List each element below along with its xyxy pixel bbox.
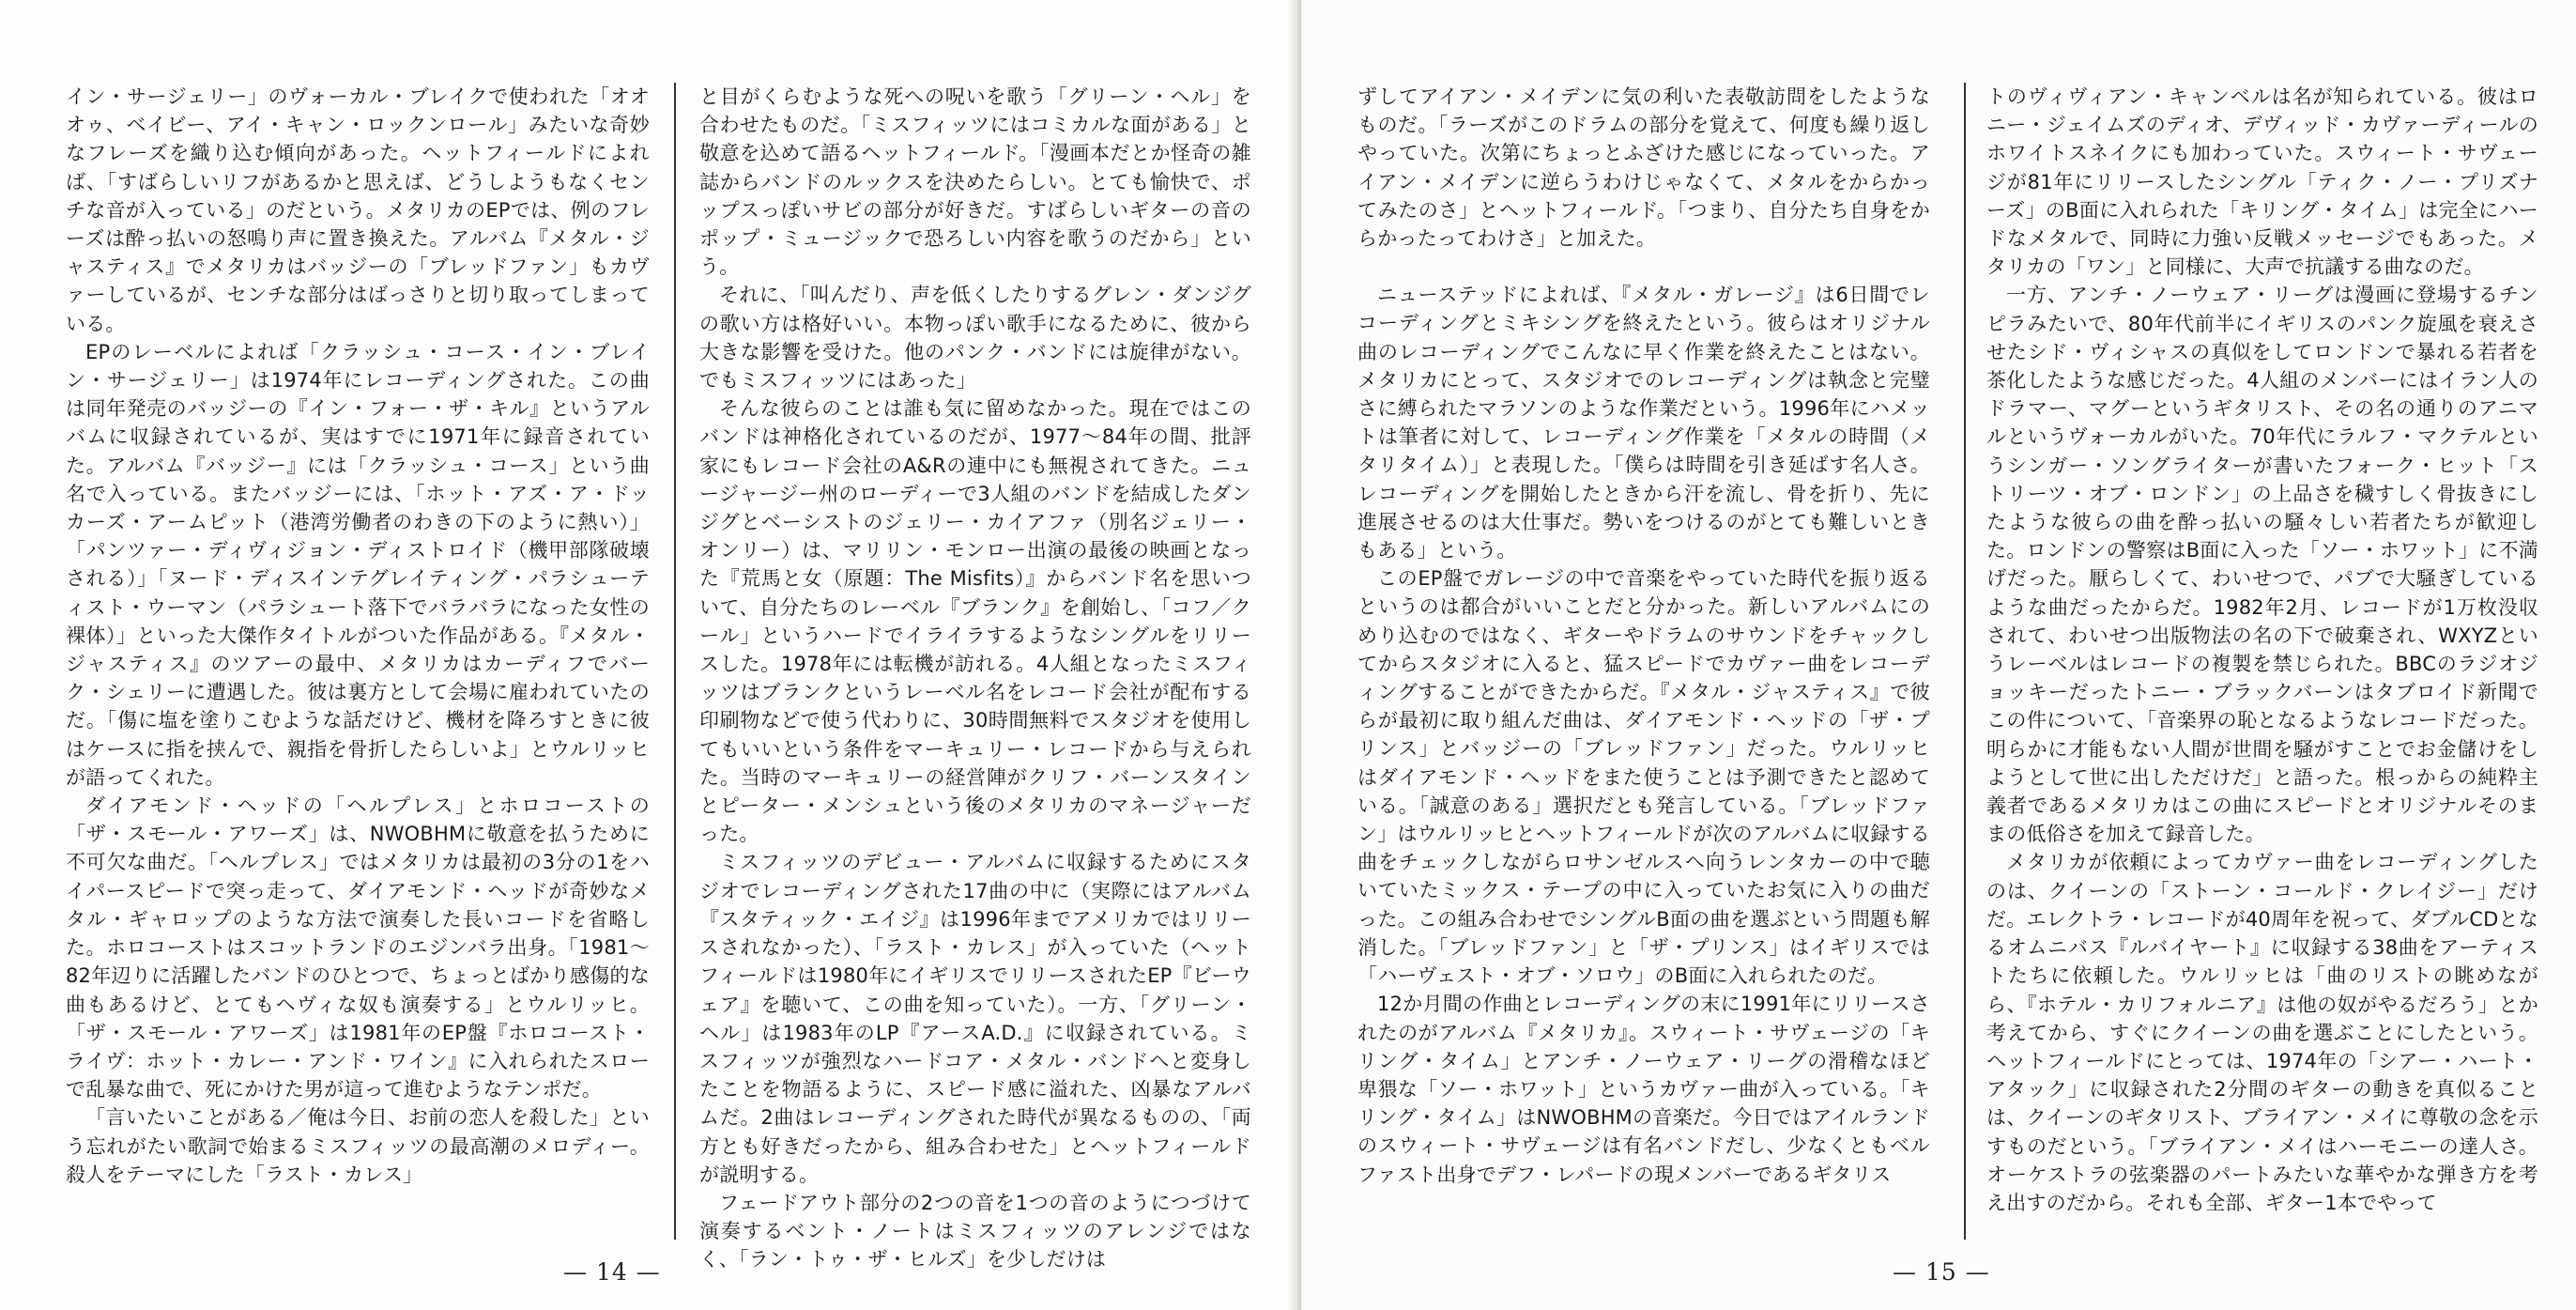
paragraph: 「言いたいことがある／俺は今日、お前の恋人を殺した」という忘れがたい歌詞で始まるミスフィッツの最高潮のメロディー。殺人をテーマにした「ラスト・カレス」 (66, 1106, 650, 1186)
right-page-column-2 (1986, 83, 2538, 1247)
paragraph: ミスフィッツのデビュー・アルバムに収録するためにスタジオでレコーディングされた17曲の中に（実際にはアルバム『スタティック・エイジ』は1996年までアメリカではリリースされなかった）、「ラスト・カレス」が入っていた（ヘットフィールドは1980年にイギリスでリリースされたEP『ビーウェア』を聴いて、この曲を知っていた）。一方、「グリーン・ヘル」は1983年のLP『アースA.D.』に収録されている。ミスフィッツが強烈なハードコア・メタル・バンドへと変身したことを物語るように、スピード感に溢れた、凶暴なアルバムだ。2曲はレコーディングされた時代が異なるものの、「両方とも好きだったから、組み合わせた」とヘットフィールドが説明する。 (699, 851, 1251, 1186)
paragraph: ダイアモンド・ヘッドの「ヘルプレス」とホロコーストの「ザ・スモール・アワーズ」は、NWOBHMに敬意を払うために不可欠な曲だ。「ヘルプレス」ではメタリカは最初の3分の1をハイパースピードで突っ走って、ダイアモンド・ヘッドが奇妙なメタル・ギャロップのような方法で演奏した長いコードを省略した。ホロコーストはスコットランドのエジンバラ出身。「1981～82年辺りに活躍したバンドのひとつで、ちょっとばかり感傷的な曲もあるけど、とてもヘヴィな奴も演奏する」とウルリッヒ。「ザ・スモール・アワーズ」は1981年のEP盤『ホロコースト・ライヴ：ホット・カレー・アンド・ワイン』に入れられたスローで乱暴な曲で、死にかけた男が這って進むようなテンポだ。 (66, 794, 650, 1102)
page-number: — 15 — (1893, 1258, 1990, 1286)
right-page (1301, 0, 2576, 1310)
paragraph: と目がくらむような死への呪いを歌う「グリーン・ヘル」を合わせたものだ。「ミスフィッツにはコミカルな面がある」と敬意を込めて語るヘットフィールド。「漫画本だとか怪奇の雑誌からバンドのルックスを決めたらしい。とても愉快で、ポップスっぽいサビの部分が好きだ。すばらしいギターの音のポップ・ミュージックで恐ろしい内容を歌うのだから」という。 (699, 85, 1251, 279)
paragraph: トのヴィヴィアン・キャンベルは名が知られている。彼はロニー・ジェイムズのディオ、デヴィッド・カヴァーディールのホワイトスネイクにも加わっていた。スウィート・サヴェージが81年にリリースしたシングル「ティク・ノー・プリズナーズ」のB面に入れられた「キリング・タイム」は完全にハードなメタルで、同時に力強い反戦メッセージでもあった。メタリカの「ワン」と同様に、大声で抗議する曲なのだ。 (1986, 85, 2538, 279)
paragraph: ニューステッドによれば、『メタル・ガレージ』は6日間でレコーディングとミキシングを終えたという。彼らはオリジナル曲のレコーディングでこんなに早く作業を終えたことはない。メタリカにとって、スタジオでのレコーディングは執念と完璧さに縛られたマラソンのような作業だという。1996年にハメットは筆者に対して、レコーディング作業を「メタルの時間（メタリタイム）」と表現した。「僕らは時間を引き延ばす名人さ。レコーディングを開始したときから汗を流し、骨を折り、先に進展させるのは大仕事だ。勢いをつけるのがとても難しいときもある」という。 (1357, 284, 1930, 563)
page-number: — 14 — (563, 1258, 661, 1286)
paragraph: EPのレーベルによれば「クラッシュ・コース・イン・ブレイン・サージェリー」は1974年にレコーディングされた。この曲は同年発売のバッジーの『イン・フォー・ザ・キル』というアルバムに収録されているが、実はすでに1971年に録音されていた。アルバム『バッジー』には「クラッシュ・コース」という曲名で入っている。またバッジーには、「ホット・アズ・ア・ドッカーズ・アームピット（港湾労働者のわきの下のように熱い）」「パンツァー・ディヴィジョン・ディストロイド（機甲部隊破壊される）」「ヌード・ディスインテグレイティング・パラシューティスト・ウーマン（パラシュート落下でバラバラになった女性の裸体）」といった大傑作タイトルがついた作品がある。『メタル・ジャスティス』のツアーの最中、メタリカはカーディフでバーク・シェリーに遭遇した。彼は裏方として会場に雇われていたのだ。「傷に塩を塗りこむような話だけど、機材を降ろすときに彼はケースに指を挟んで、親指を骨折したらしいよ」とウルリッヒが語ってくれた。 (66, 340, 650, 789)
left-page-column-2 (699, 83, 1251, 1271)
paragraph: 一方、アンチ・ノーウェア・リーグは漫画に登場するチンピラみたいで、80年代前半にイギリスのパンク旋風を衰えさせたシド・ヴィシャスの真似をしてロンドンで暴れる若者を茶化したような感じだった。4人組のメンバーにはイラン人のドラマー、マグーというギタリスト、その名の通りのアニマルというヴォーカルがいた。70年代にラルフ・マクテルというシンガー・ソングライターが書いたフォーク・ヒット「ストリーツ・オブ・ロンドン」の上品さを穢すしく骨抜きにしたような彼らの曲を酔っ払いの騒々しい若者たちが歓迎した。ロンドンの警察はB面に入った「ソー・ホワット」に不満げだった。厭らしくて、わいせつで、パブで大騒ぎしているような曲だったからだ。1982年2月、レコードが1万枚没収されて、わいせつ出版物法の名の下で破棄され、WXYZというレーベルはレコードの複製を禁じられた。BBCのラジオジョッキーだったトニー・ブラックバーンはタブロイド新聞でこの件について、「音楽界の恥となるようなレコードだった。明らかに才能もない人間が世間を騒がすことでお金儲けをしようとして世に出しただけだ」と語った。根っからの純粋主義者であるメタリカはこの曲にスピードとオリジナルそのままの低俗さを加えて録音した。 (1986, 284, 2538, 846)
paragraph: メタリカが依頼によってカヴァー曲をレコーディングしたのは、クイーンの「ストーン・コールド・クレイジー」だけだ。エレクトラ・レコードが40周年を祝って、ダブルCDとなるオムニバス『ルバイヤート』に収録する38曲をアーティストたちに依頼した。ウルリッヒは「曲のリストの眺めながら、『ホテル・カリフォルニア』は他の奴がやるだろう」とか考えてから、すぐにクイーンの曲を選ぶことにしたという。ヘットフィールドにとっては、1974年の「シアー・ハート・アタック」に収録された2分間のギターの動きを真似ることは、クイーンのギタリスト、ブライアン・メイに尊敬の念を示すものだという。「ブライアン・メイはハーモニーの達人さ。オーケストラの弦楽器のパートみたいな華やかな弾き方を考え出すのだから。それも全部、ギター1本でやって (1986, 851, 2538, 1214)
paragraph: 12か月間の作曲とレコーディングの末に1991年にリリースされたのがアルバム『メタリカ』。スウィート・サヴェージの「キリング・タイム」とアンチ・ノーウェア・リーグの滑稽なほど卑猥な「ソー・ホワット」というカヴァー曲が入っている。「キリング・タイム」はNWOBHMの音楽だ。今日ではアイルランドのスウィート・サヴェージは有名バンドだし、少なくともベルファスト出身でデフ・レパードの現メンバーであるギタリス (1357, 993, 1930, 1186)
paragraph: ずしてアイアン・メイデンに気の利いた表敬訪問をしたようなものだ。「ラーズがこのドラムの部分を覚えて、何度も繰り返しやっていた。次第にちょっとふざけた感じになっていった。アイアン・メイデンに逆らうわけじゃなくて、メタルをからかってみたのさ」とヘットフィールド。「つまり、自分たち自身をからかったってわけさ」と加えた。 (1357, 85, 1930, 251)
column-divider (1964, 83, 1966, 1240)
right-page-column-1 (1357, 83, 1930, 1247)
column-divider (674, 83, 676, 1240)
paragraph: それに、「叫んだり、声を低くしたりするグレン・ダンジグの歌い方は格好いい。本物っぽい歌手になるために、彼から大きな影響を受けた。他のパンク・バンドには旋律がない。でもミスフィッツにはあった」 (699, 284, 1251, 393)
paragraph: イン・サージェリー」のヴォーカル・ブレイクで使われた「オオオゥ、ベイビー、アイ・キャン・ロックンロール」みたいな奇妙なフレーズを織り込む傾向があった。ヘットフィールドによれば、「すばらしいリフがあるかと思えば、どうしようもなくセンチな音が入っている」のだという。メタリカのEPでは、例のフレーズは酔っ払いの怒鳴り声に置き換えた。アルバム『メタル・ジャスティス』でメタリカはバッジーの「ブレッドファン」もカヴァーしているが、センチな部分はばっさりと切り取ってしまっている。 (66, 85, 650, 335)
left-page-column-1 (66, 83, 650, 1247)
paragraph: そんな彼らのことは誰も気に留めなかった。現在ではこのバンドは神格化されているのだが、1977～84年の間、批評家にもレコード会社のA&Rの連中にも無視されてきた。ニュージャージー州のローディーで3人組のバンドを結成したダンジグとベーシストのジェリー・カイアファ（別名ジェリー・オンリー）は、マリリン・モンロー出演の最後の映画となった『荒馬と女（原題：The Misfits）』からバンド名を思いついて、自分たちのレーベル『ブランク』を創始し、「コフ／クール」というハードでイライラするようなシングルをリリースした。1978年には転機が訪れる。4人組となったミスフィッツはブランクというレーベル名をレコード会社が配布する印刷物などで使う代わりに、30時間無料でスタジオを使用してもいいという条件をマーキュリー・レコードから与えられた。当時のマーキュリーの経営陣がクリフ・バーンスタインとピーター・メンシュという後のメタリカのマネージャーだった。 (699, 397, 1251, 846)
paragraph: フェードアウト部分の2つの音を1つの音のようにつづけて演奏するベント・ノートはミスフィッツのアレンジではなく、「ラン・トゥ・ザ・ヒルズ」を少しだけは (699, 1191, 1251, 1271)
paragraph: このEP盤でガレージの中で音楽をやっていた時代を振り返るというのは都合がいいことだと分かった。新しいアルバムにのめり込むのではなく、ギターやドラムのサウンドをチャックしてからスタジオに入ると、猛スピードでカヴァー曲をレコーディングすることができたからだ。『メタル・ジャスティス』で彼らが最初に取り組んだ曲は、ダイアモンド・ヘッドの「ザ・プリンス」とバッジーの「ブレッドファン」だった。ウルリッヒはダイアモンド・ヘッドをまた使うことは予測できたと認めている。「誠意のある」選択だとも発言している。「ブレッドファン」はウルリッヒとヘットフィールドが次のアルバムに収録する曲をチェックしながらロサンゼルスへ向うレンタカーの中で聴いていたミックス・テープの中に入っていたお気に入りの曲だった。この組み合わせでシングルB面の曲を選ぶという問題も解消した。「ブレッドファン」と「ザ・プリンス」はイギリスでは「ハーヴェスト・オブ・ソロウ」のB面に入れられたのだ。 (1357, 567, 1930, 988)
